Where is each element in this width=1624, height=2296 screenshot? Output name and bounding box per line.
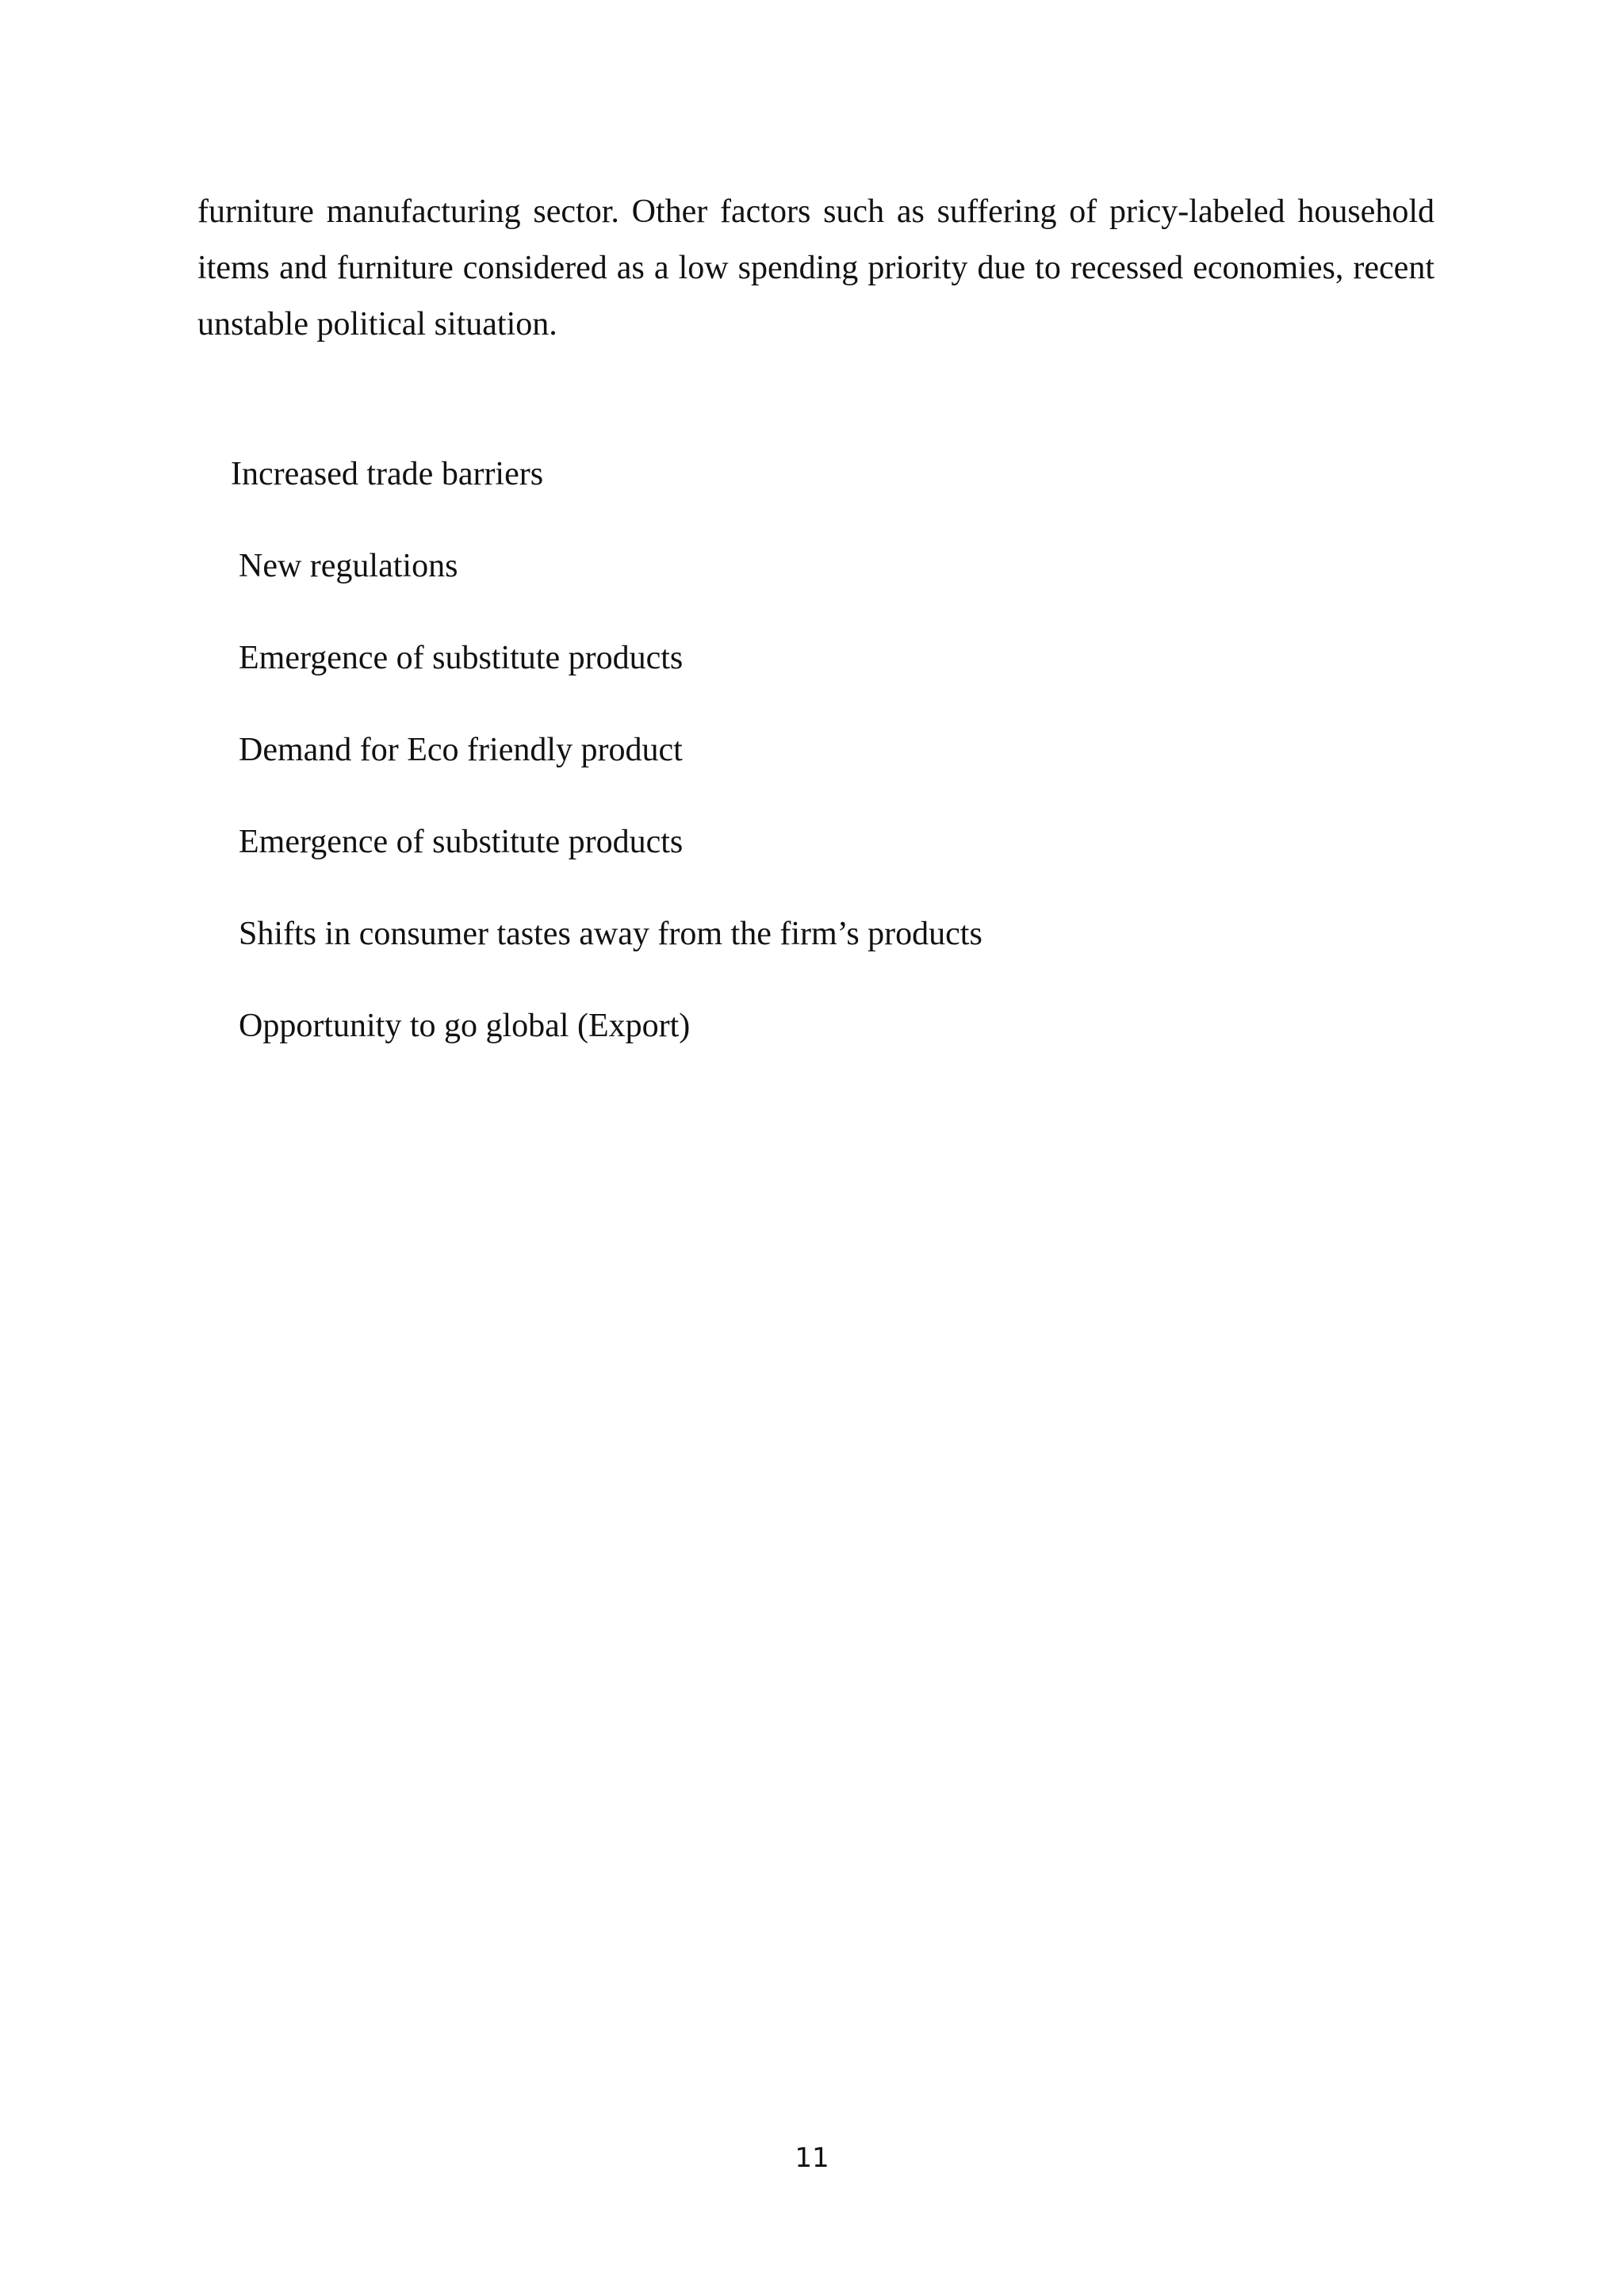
body-paragraph: furniture manufacturing sector. Other factors such as suffering of pricy-labeled household items and furniture considered as a low spending priority due to recessed economies, recent unstable political situation. (197, 193, 1434, 342)
list-item: Demand for Eco friendly product (239, 732, 683, 768)
list-item: Opportunity to go global (Export) (239, 1008, 691, 1044)
list-item: Increased trade barriers (231, 456, 544, 492)
list-item: Shifts in consumer tastes away from the firm’s products (239, 916, 982, 952)
list-item: New regulations (239, 548, 458, 584)
page-number: 11 (795, 2142, 829, 2174)
list-item: Emergence of substitute products (239, 824, 684, 860)
list-item: Emergence of substitute products (239, 640, 684, 676)
